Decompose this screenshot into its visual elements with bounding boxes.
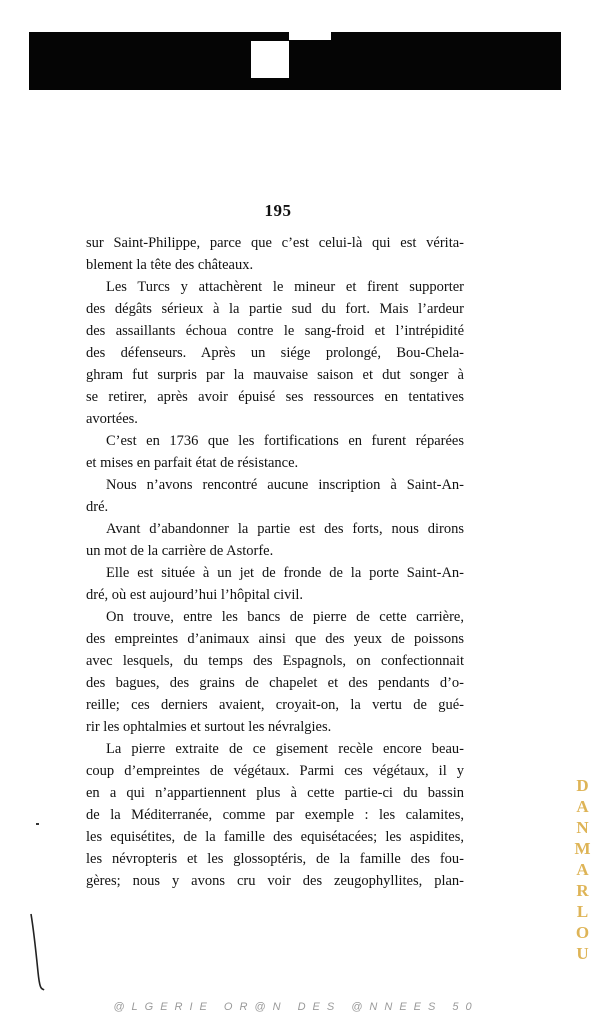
text-line: des assaillants échoua contre le sang-froid et l’intrépidité: [86, 323, 464, 339]
text-line: sur Saint-Philippe, parce que c’est celui-là qui est vérita-: [86, 235, 464, 251]
text-line: coup d’empreintes de végétaux. Parmi ces végétaux, il y: [86, 763, 464, 779]
text-line: Nous n’avons rencontré aucune inscription à Saint-An-: [106, 477, 464, 493]
text-line: C’est en 1736 que les fortifications en furent réparées: [106, 433, 464, 449]
redaction-window: [251, 41, 289, 78]
text-line: rir les ophtalmies et surtout les névralgies.: [86, 719, 332, 735]
text-line: On trouve, entre les bancs de pierre de cette carrière,: [106, 609, 464, 625]
footer-watermark: @LGERIE OR@N DES @NNEES 50: [113, 1001, 479, 1013]
text-line: des défenseurs. Après un siége prolongé, Bou-Chela-: [86, 345, 464, 361]
text-line: Elle est située à un jet de fronde de la porte Saint-An-: [106, 565, 464, 581]
text-line: reille; ces derniers avaient, croyait-on, la vertu de gué-: [86, 697, 464, 713]
ink-speck: [36, 823, 39, 825]
text-line: de la Méditerranée, comme par exemple : les calamites,: [86, 807, 464, 823]
text-line: dré, où est aujourd’hui l’hôpital civil.: [86, 587, 304, 603]
text-line: se retirer, après avoir épuisé ses ressources en tentatives: [86, 389, 464, 405]
text-line: avec lesquels, du temps des Espagnols, on confectionnait: [86, 653, 464, 669]
margin-ink-stroke: [28, 912, 50, 992]
redaction-bar: [29, 32, 561, 90]
text-line: les equisétites, de la famille des equisétacées; les aspidites,: [86, 829, 464, 845]
text-line: blement la tête des châteaux.: [86, 257, 254, 273]
text-line: les névropteris et les glossoptéris, de la famille des fou-: [86, 851, 464, 867]
text-line: gères; nous y avons cru voir des zeugophyllites, plan-: [86, 873, 464, 889]
text-line: un mot de la carrière de Astorfe.: [86, 543, 274, 559]
text-line: des dégâts sérieux à la partie sud du fort. Mais l’ardeur: [86, 301, 464, 317]
text-line: en a qui n’appartiennent plus à cette partie-ci du bassin: [86, 785, 464, 801]
watermark-stamp: DANMARLOU: [573, 776, 592, 965]
text-line: La pierre extraite de ce gisement recèle encore beau-: [106, 741, 464, 757]
page-body-text: [86, 232, 464, 892]
text-line: des bagues, des grains de chapelet et des pendants d’o-: [86, 675, 464, 691]
text-line: avortées.: [86, 411, 138, 427]
text-line: et mises en parfait état de résistance.: [86, 455, 299, 471]
redaction-notch: [289, 32, 331, 40]
text-line: dré.: [86, 499, 109, 515]
text-line: ghram fut surpris par la mauvaise saison et dut songer à: [86, 367, 464, 383]
page-number: 195: [264, 201, 292, 220]
text-line: Avant d’abandonner la partie est des forts, nous dirons: [106, 521, 464, 537]
text-line: des empreintes d’animaux ainsi que des yeux de poissons: [86, 631, 464, 647]
text-line: Les Turcs y attachèrent le mineur et firent supporter: [106, 279, 464, 295]
